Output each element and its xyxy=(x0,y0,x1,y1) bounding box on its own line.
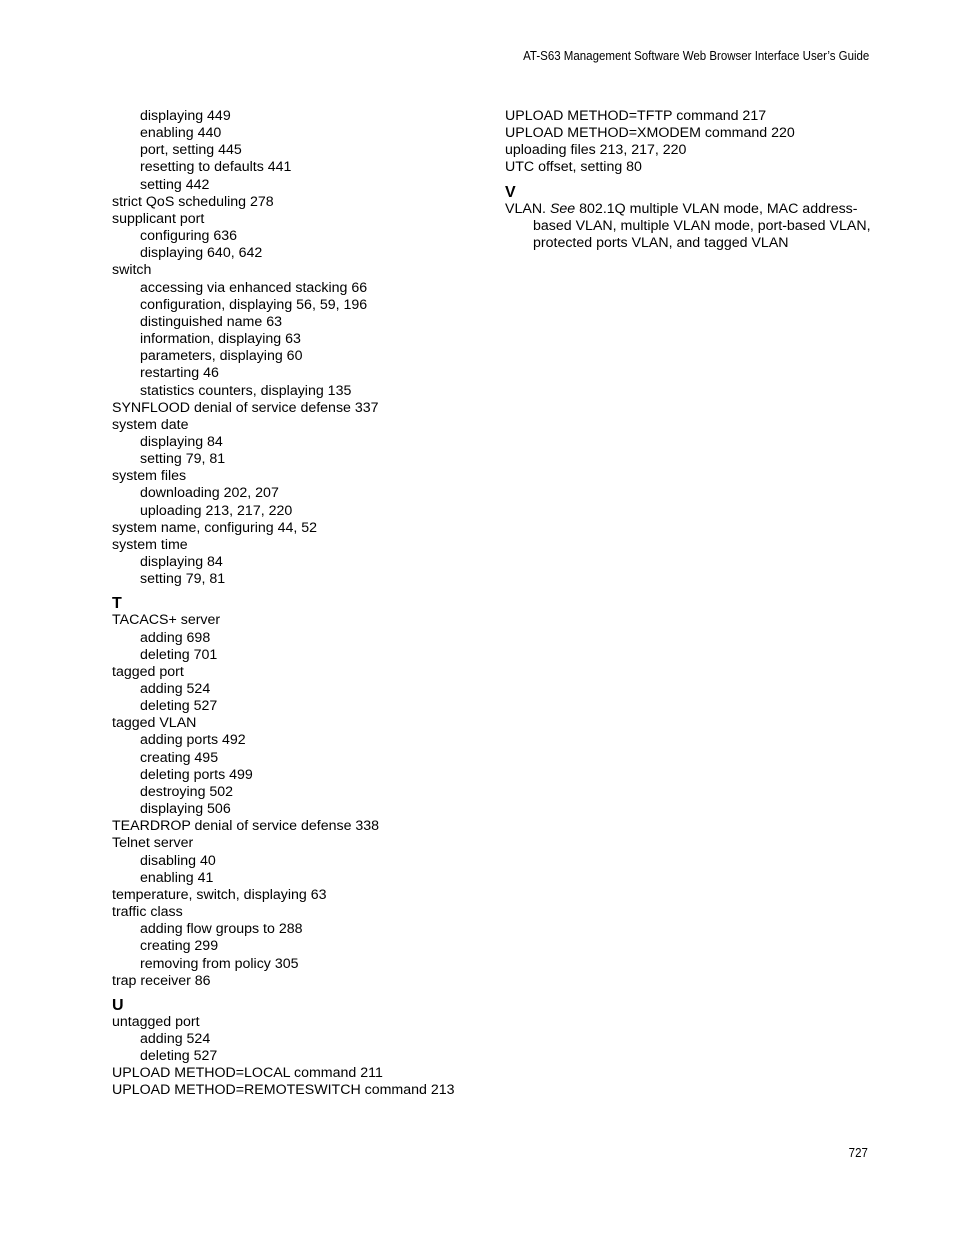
index-section-letter: T xyxy=(112,595,122,613)
index-entry: SYNFLOOD denial of service defense 337 xyxy=(112,399,379,416)
index-entry: system name, configuring 44, 52 xyxy=(112,519,318,536)
index-subentry: setting 79, 81 xyxy=(140,451,226,468)
index-subentry: configuration, displaying 56, 59, 196 xyxy=(140,296,368,313)
running-header: AT-S63 Management Software Web Browser Interface User’s Guide xyxy=(522,49,869,63)
index-column-left xyxy=(112,108,482,1100)
index-section-letter: U xyxy=(112,996,124,1014)
index-subentry: deleting 527 xyxy=(140,698,218,715)
index-entry: switch xyxy=(112,262,152,279)
see-reference-label: See xyxy=(549,200,576,217)
index-subentry: removing from policy 305 xyxy=(140,955,299,972)
index-entry xyxy=(505,201,875,252)
index-subentry: adding ports 492 xyxy=(140,732,246,749)
index-entry: UPLOAD METHOD=REMOTESWITCH command 213 xyxy=(112,1082,455,1099)
index-subentry: displaying 506 xyxy=(140,801,231,818)
index-entry-text: VLAN. xyxy=(505,200,550,217)
index-subentry: enabling 440 xyxy=(140,125,222,142)
index-subentry: uploading 213, 217, 220 xyxy=(140,502,293,519)
index-subentry: disabling 40 xyxy=(140,852,216,869)
index-subentry: adding flow groups to 288 xyxy=(140,921,303,938)
index-entry: tagged VLAN xyxy=(112,715,197,732)
index-subentry: statistics counters, displaying 135 xyxy=(140,382,352,399)
index-subentry: creating 299 xyxy=(140,938,219,955)
index-subentry: displaying 449 xyxy=(140,108,231,124)
index-entry: traffic class xyxy=(112,904,183,921)
index-entry: UPLOAD METHOD=LOCAL command 211 xyxy=(112,1065,383,1082)
index-entry: system date xyxy=(112,416,189,433)
page-number: 727 xyxy=(848,1146,868,1160)
index-subentry: displaying 84 xyxy=(140,554,223,571)
index-subentry: enabling 41 xyxy=(140,869,214,886)
index-subentry: destroying 502 xyxy=(140,783,234,800)
index-subentry: distinguished name 63 xyxy=(140,313,282,330)
index-entry: temperature, switch, displaying 63 xyxy=(112,886,327,903)
index-subentry: resetting to defaults 441 xyxy=(140,159,292,176)
index-subentry: configuring 636 xyxy=(140,228,238,245)
index-entry: uploading files 213, 217, 220 xyxy=(505,142,687,159)
index-subentry: accessing via enhanced stacking 66 xyxy=(140,279,368,296)
index-entry: tagged port xyxy=(112,663,184,680)
index-entry: system time xyxy=(112,536,188,553)
index-subentry: displaying 640, 642 xyxy=(140,245,263,262)
index-entry: TACACS+ server xyxy=(112,612,221,629)
index-subentry: adding 524 xyxy=(140,1030,211,1047)
index-entry: trap receiver 86 xyxy=(112,972,211,989)
index-subentry: setting 442 xyxy=(140,176,210,193)
index-subentry: displaying 84 xyxy=(140,433,223,450)
index-entry: TEARDROP denial of service defense 338 xyxy=(112,818,380,835)
index-entry: UPLOAD METHOD=TFTP command 217 xyxy=(505,108,767,124)
index-subentry: deleting ports 499 xyxy=(140,766,253,783)
index-subentry: information, displaying 63 xyxy=(140,331,301,348)
index-entry: Telnet server xyxy=(112,835,194,852)
index-column-right xyxy=(505,108,875,252)
index-subentry: deleting 701 xyxy=(140,646,218,663)
index-subentry: downloading 202, 207 xyxy=(140,485,279,502)
index-subentry: parameters, displaying 60 xyxy=(140,348,303,365)
index-entry: supplicant port xyxy=(112,210,205,227)
index-subentry: port, setting 445 xyxy=(140,142,242,159)
index-entry: untagged port xyxy=(112,1013,200,1030)
index-entry: UPLOAD METHOD=XMODEM command 220 xyxy=(505,125,795,142)
index-subentry: restarting 46 xyxy=(140,365,219,382)
index-entry: strict QoS scheduling 278 xyxy=(112,193,274,210)
index-subentry: adding 698 xyxy=(140,629,211,646)
index-subentry: adding 524 xyxy=(140,681,211,697)
index-entry-text: 802.1Q multiple VLAN mode, MAC address-based VLAN, multiple VLAN mode, port-based VLAN, protected ports VLAN, and tagged VLAN xyxy=(533,200,871,251)
index-subentry: creating 495 xyxy=(140,749,219,766)
index-subentry: deleting 527 xyxy=(140,1048,218,1065)
index-entry: system files xyxy=(112,468,187,485)
index-section-letter: V xyxy=(505,183,516,201)
index-entry: UTC offset, setting 80 xyxy=(505,159,642,176)
index-subentry: setting 79, 81 xyxy=(140,571,226,588)
